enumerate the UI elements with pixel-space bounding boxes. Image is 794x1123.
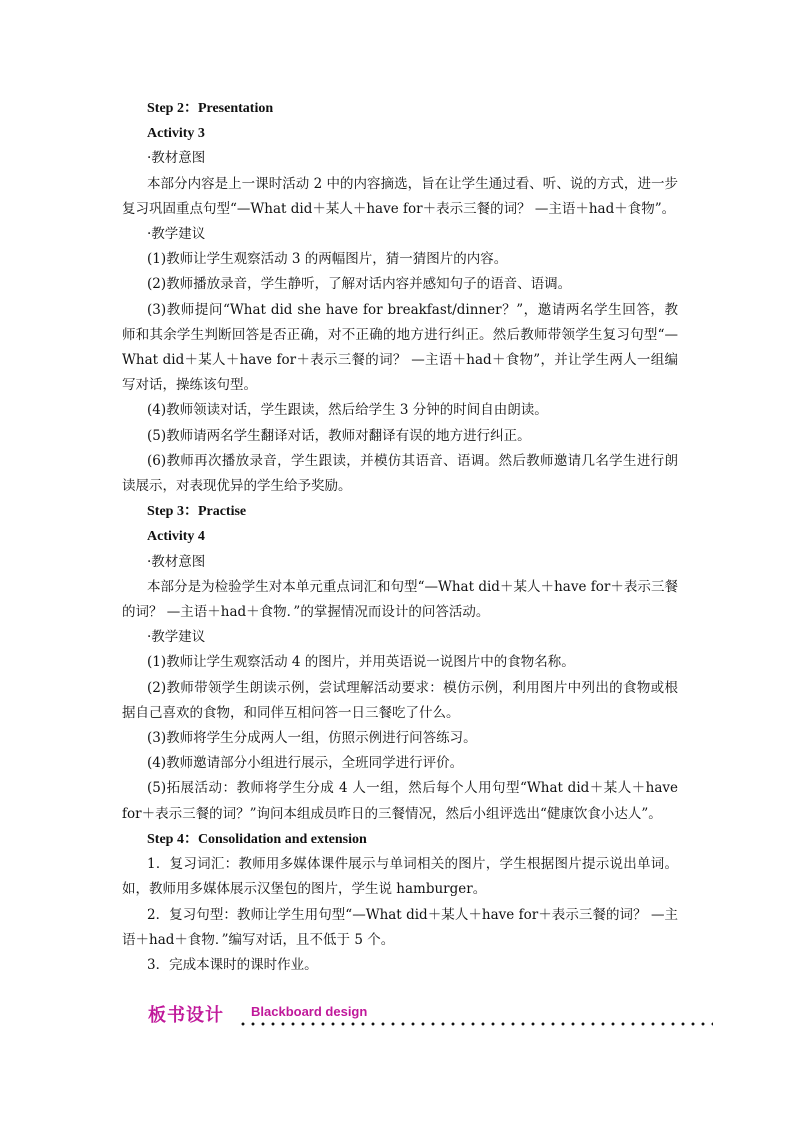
step3-advice-2: (2)教师带领学生朗读示例，尝试理解活动要求：模仿示例，利用图片中列出的食物或根据自己喜欢的食物，和同伴互相问答一日三餐吃了什么。: [122, 679, 678, 721]
banner-title-zh: 板书设计: [148, 1005, 224, 1026]
step2-advice-3: (3)教师提问“What did she have for breakfast/dinner？”，邀请两名学生回答，教师和其余学生判断回答是否正确，对不正确的地方进行纠正。然后教师带领学生复习句型“—What did＋某人＋have for＋表示三餐的词？ —主语＋had＋食物”，并让学生两人一组编写对话，操练该句型。: [122, 301, 678, 394]
step3-advice-1: (1)教师让学生观察活动 4 的图片，并用英语说一说图片中的食物名称。: [147, 654, 575, 671]
step2-advice-4: (4)教师领读对话，学生跟读，然后给学生 3 分钟的时间自由朗读。: [147, 402, 548, 419]
step3-heading: Step 3：Practise: [147, 504, 247, 520]
step4-item-1: 1．复习词汇：教师用多媒体课件展示与单词相关的图片，学生根据图片提示说出单词。如，教师用多媒体展示汉堡包的图片，学生说 hamburger。: [122, 856, 678, 898]
step2-intent-label: ·教材意图: [147, 150, 206, 167]
step2-advice-1: (1)教师让学生观察活动 3 的两幅图片，猜一猜图片的内容。: [147, 251, 508, 268]
step3-advice-4: (4)教师邀请部分小组进行展示，全班同学进行评价。: [147, 755, 464, 772]
document-body: [122, 96, 678, 978]
step2-advice-label: ·教学建议: [147, 226, 206, 243]
step3-intent-text: 本部分是为检验学生对本单元重点词汇和句型“—What did＋某人＋have for＋表示三餐的词？ —主语＋had＋食物．”的掌握情况而设计的问答活动。: [122, 578, 678, 621]
step2-advice-2: (2)教师播放录音，学生静听，了解对话内容并感知句子的语音、语调。: [147, 276, 572, 293]
step2-advice-6: (6)教师再次播放录音，学生跟读，并模仿其语音、语调。然后教师邀请几名学生进行朗读展示，对表现优异的学生给予奖励。: [122, 452, 678, 495]
step2-intent-text: 本部分内容是上一课时活动 2 中的内容摘选，旨在让学生通过看、听、说的方式，进一步复习巩固重点句型“—What did＋某人＋have for＋表示三餐的词？ —主语＋had＋食物”。: [122, 175, 678, 217]
step4-heading: Step 4：Consolidation and extension: [147, 831, 367, 847]
step4-item-3: 3．完成本课时的课时作业。: [147, 956, 318, 973]
step2-activity: Activity 3: [147, 126, 205, 142]
step2-advice-5: (5)教师请两名学生翻译对话，教师对翻译有误的地方进行纠正。: [147, 427, 531, 444]
step3-advice-3: (3)教师将学生分成两人一组，仿照示例进行问答练习。: [147, 730, 477, 747]
step3-advice-5: (5)拓展活动：教师将学生分成 4 人一组，然后每个人用句型“What did＋某人＋have for＋表示三餐的词？”询问本组成员昨日的三餐情况，然后小组评选出“健康饮食小达人”。: [122, 780, 678, 822]
step4-item-2: 2．复习句型：教师让学生用句型“—What did＋某人＋have for＋表示三餐的词？ —主语＋had＋食物．”编写对话，且不低于 5 个。: [122, 906, 678, 948]
blackboard-design-banner: [148, 1001, 713, 1029]
dotted-divider: [238, 1021, 713, 1027]
step3-activity: Activity 4: [147, 529, 205, 545]
banner-title-en: Blackboard design: [251, 1004, 368, 1019]
step3-intent-label: ·教材意图: [147, 553, 206, 570]
step2-heading: Step 2：Presentation: [147, 101, 274, 116]
step3-advice-label: ·教学建议: [147, 629, 206, 646]
